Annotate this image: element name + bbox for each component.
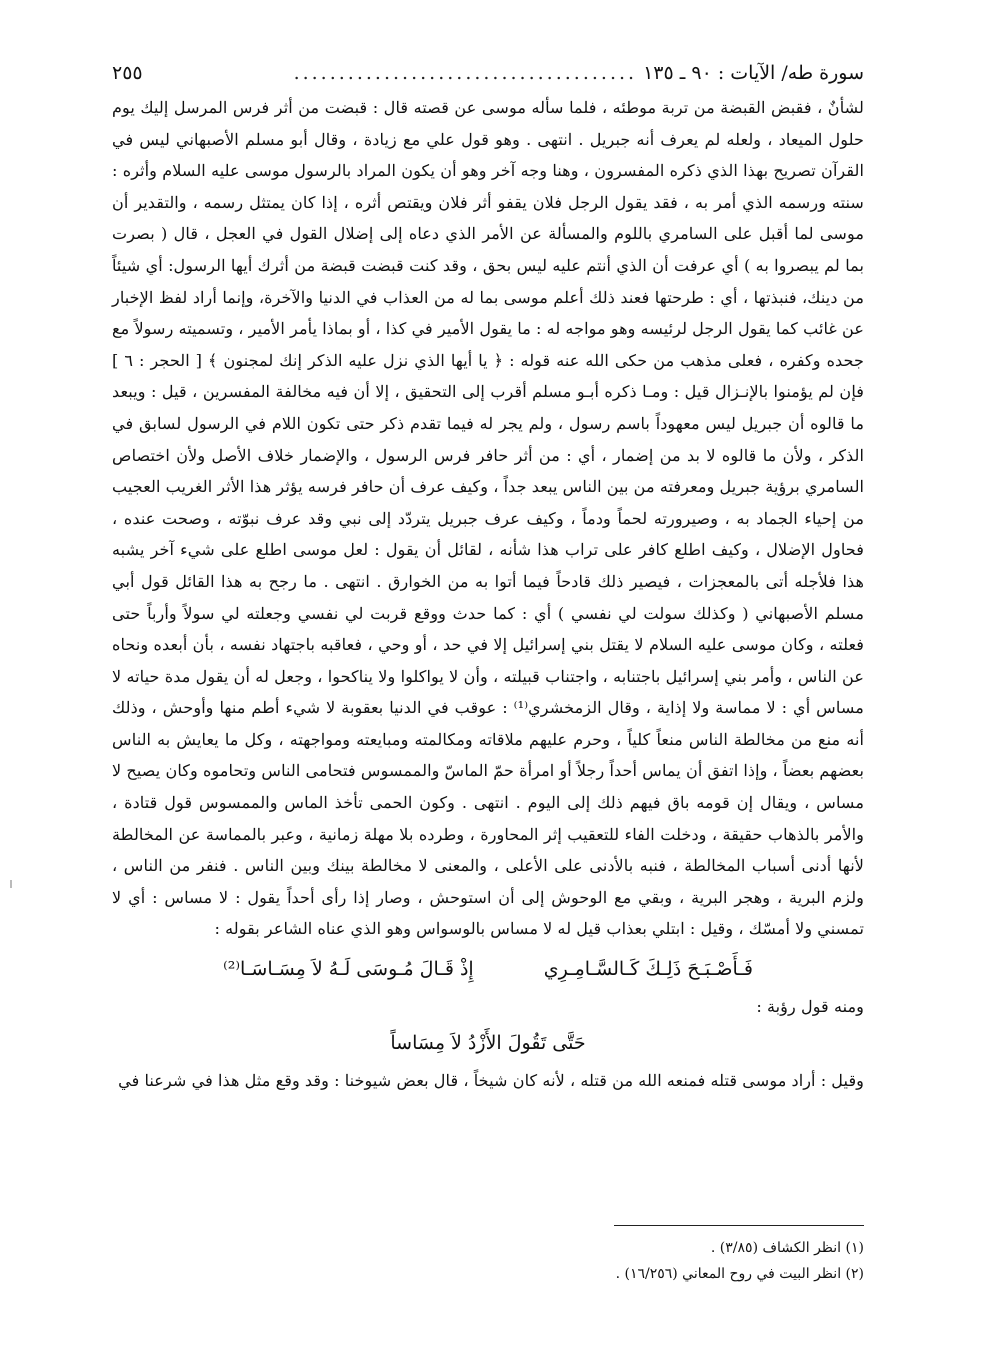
page-number: ٢٥٥ (112, 62, 143, 84)
verse-intro: ومنه قول رؤبة : (756, 997, 864, 1017)
poetry-verse-2: حَتَّى تَقُولَ الأَزْدُ لاَ مِسَاساً (390, 1032, 586, 1055)
verse-hemistich-left: إِذْ قَـالَ مُـوسَى لَـهُ لاَ مِسَـاسَـا⁽²⁾ (223, 958, 474, 981)
margin-mark (10, 880, 12, 888)
footnotes (112, 1235, 864, 1287)
closing-line: وقيل : أراد موسى قتله فمنعه الله من قتله ، لأنه كان شيخاً ، قال بعض شيوخنا : وقد وقع مثل هذا في شرعنا في (118, 1071, 864, 1091)
main-text (112, 92, 864, 945)
footnote-1: (١) انظر الكشاف (٣/٨٥) . (710, 1240, 864, 1256)
surah-title: سورة طه/ الآيات : ٩٠ ـ ١٣٥ (643, 62, 864, 84)
footnote-2: (٢) انظر البيت في روح المعاني (١٦/٢٥٦) . (615, 1266, 864, 1282)
footnote-divider (614, 1225, 864, 1226)
body-paragraph: لشأنٌ ، فقبض القبضة من تربة موطئه ، فلما سأله موسى عن قصته قال : قبضت من أثر فرس المرسل إليك يوم حلول الميعاد ، ولعله لم يعرف أنه جبريل . انتهى . وهو قول علي مع زيادة ، وقال أبو مسلم الأصبهاني ليس في القرآن تصريح بهذا الذي ذكره المفسرون ، وهنا وجه آخر وهو أن يكون المراد بالرسول موسى عليه السلام وأثره : سنته ورسمه الذي أمر به ، فقد يقول الرجل فلان يقفو أثر فلان ويقتص أثره ، إذا كان يمتثل رسمه ، والتقدير أن موسى لما أقبل على السامري باللوم والمسألة عن الأمر الذي دعاه إلى إضلال القول في العجل ، قال ( بصرت بما لم يبصروا به ) أي عرفت أن الذي أنتم عليه ليس بحق ، وقد كنت قبضت قبضة من أثرك أيها الرسول: أي شيئاً من دينك، فنبذتها ، أي : طرحتها فعند ذلك أعلم موسى بما له من العذاب في الدنيا والآخرة، وإنما أراد لفظ الإخبار عن غائب كما يقول الرجل لرئيسه وهو مواجه له : ما يقول الأمير في كذا ، أو بماذا يأمر الأمير ، وتسميته رسولاً مع جحده وكفره ، فعلى مذهب من حكى الله عنه قوله : ﴿ يا أيها الذي نزل عليه الذكر إنك لمجنون ﴾ [ الحجر : ٦ ] فإن لم يؤمنوا بالإنـزال قيل : ومـا ذكره أبـو مسلم أقرب إلى التحقيق ، إلا أن فيه مخالفة المفسرين ، قيل : ويبعد ما قالوه أن جبريل ليس معهوداً باسم رسول ، ولم يجر له فيما تقدم ذكر حتى تكون اللام في الرسول لسابق في الذكر ، ولأن ما قالوه لا بد من إضمار ، أي : من أثر حافر فرس الرسول ، والإضمار خلاف الأصل ولأن اختصاص السامري برؤية جبريل ومعرفته من بين الناس يبعد جداً ، وكيف عرف أن حافر فرسه يؤثر هذا الأثر الغريب العجيب من إحياء الجماد به ، وصيرورته لحماً ودماً ، وكيف عرف جبريل يتردّد إلى نبي وقد عرف نبوّته ، وصحت عنده ، فحاول الإضلال ، وكيف اطلع كافر على تراب هذا شأنه ، لقائل أن يقول : لعل موسى اطلع على شيء آخر يشبه هذا فلأجله أتى بالمعجزات ، فيصير ذلك قادحاً فيما أتوا به من الخوارق . انتهى . ما رجح به هذا القائل قول أبي مسلم الأصبهاني ( وكذلك سولت لي نفسي ) أي : كما حدث ووقع قربت لي نفسي وجعلته لي سولاً وأرباً حتى فعلته ، وكان موسى عليه السلام لا يقتل بني إسرائيل إلا في حد ، أو وحي ، فعاقبه باجتهاد نفسه ، بأن أبعده ونحاه عن الناس ، وأمر بني إسرائيل باجتنابه ، واجتناب قبيلته ، وأن لا يواكلوا ولا يناكحوا ، وجعل له أن يقول مدة حياته لا مساس أي : لا مماسة ولا إذاية ، وقال الزمخشري⁽¹⁾ : عوقب في الدنيا بعقوبة لا شيء أطم منها وأوحش ، وذلك أنه منع من مخالطة الناس منعاً كلياً ، وحرم عليهم ملاقاته ومكالمته ومبايعته ومواجهته ، وكل ما يعايش به الناس بعضهم بعضاً ، وإذا اتفق أن يماس أحداً رجلاً أو امرأة حمّ الماسّ والممسوس فتحامى الناس وتحاموه وكان يصيح لا مساس ، ويقال إن قومه باق فيهم ذلك إلى اليوم . انتهى . وكون الحمى تأخذ الماس والممسوس قول قتادة ، والأمر بالذهاب حقيقة ، ودخلت الفاء للتعقيب إثر المحاورة ، وطرده بلا مهلة زمانية ، وعبر بالمماسة عن المخالطة لأنها أدنى أسباب المخالطة ، فنبه بالأدنى على الأعلى ، والمعنى لا مخالطة بينك وبين الناس . فنفر من الناس ، ولزم البرية ، وهجر البرية ، وبقي مع الوحوش إلى أن استوحش ، وصار إذا رأى أحداً يقول : لا مساس : أي لا تمسني ولا أمسّك ، وقيل : ابتلي بعذاب قيل له لا مساس بالوسواس وهو الذي عناه الشاعر بقوله : (112, 98, 864, 939)
poetry-verse-1 (112, 949, 864, 989)
verse-hemistich-right: فَـأَصْـبَـحَ ذَلِـكَ كَـالسَّـامِـرِي (543, 958, 753, 981)
leader-dots: ...................................... (293, 62, 638, 84)
running-header (112, 60, 864, 86)
book-page (112, 60, 864, 1282)
